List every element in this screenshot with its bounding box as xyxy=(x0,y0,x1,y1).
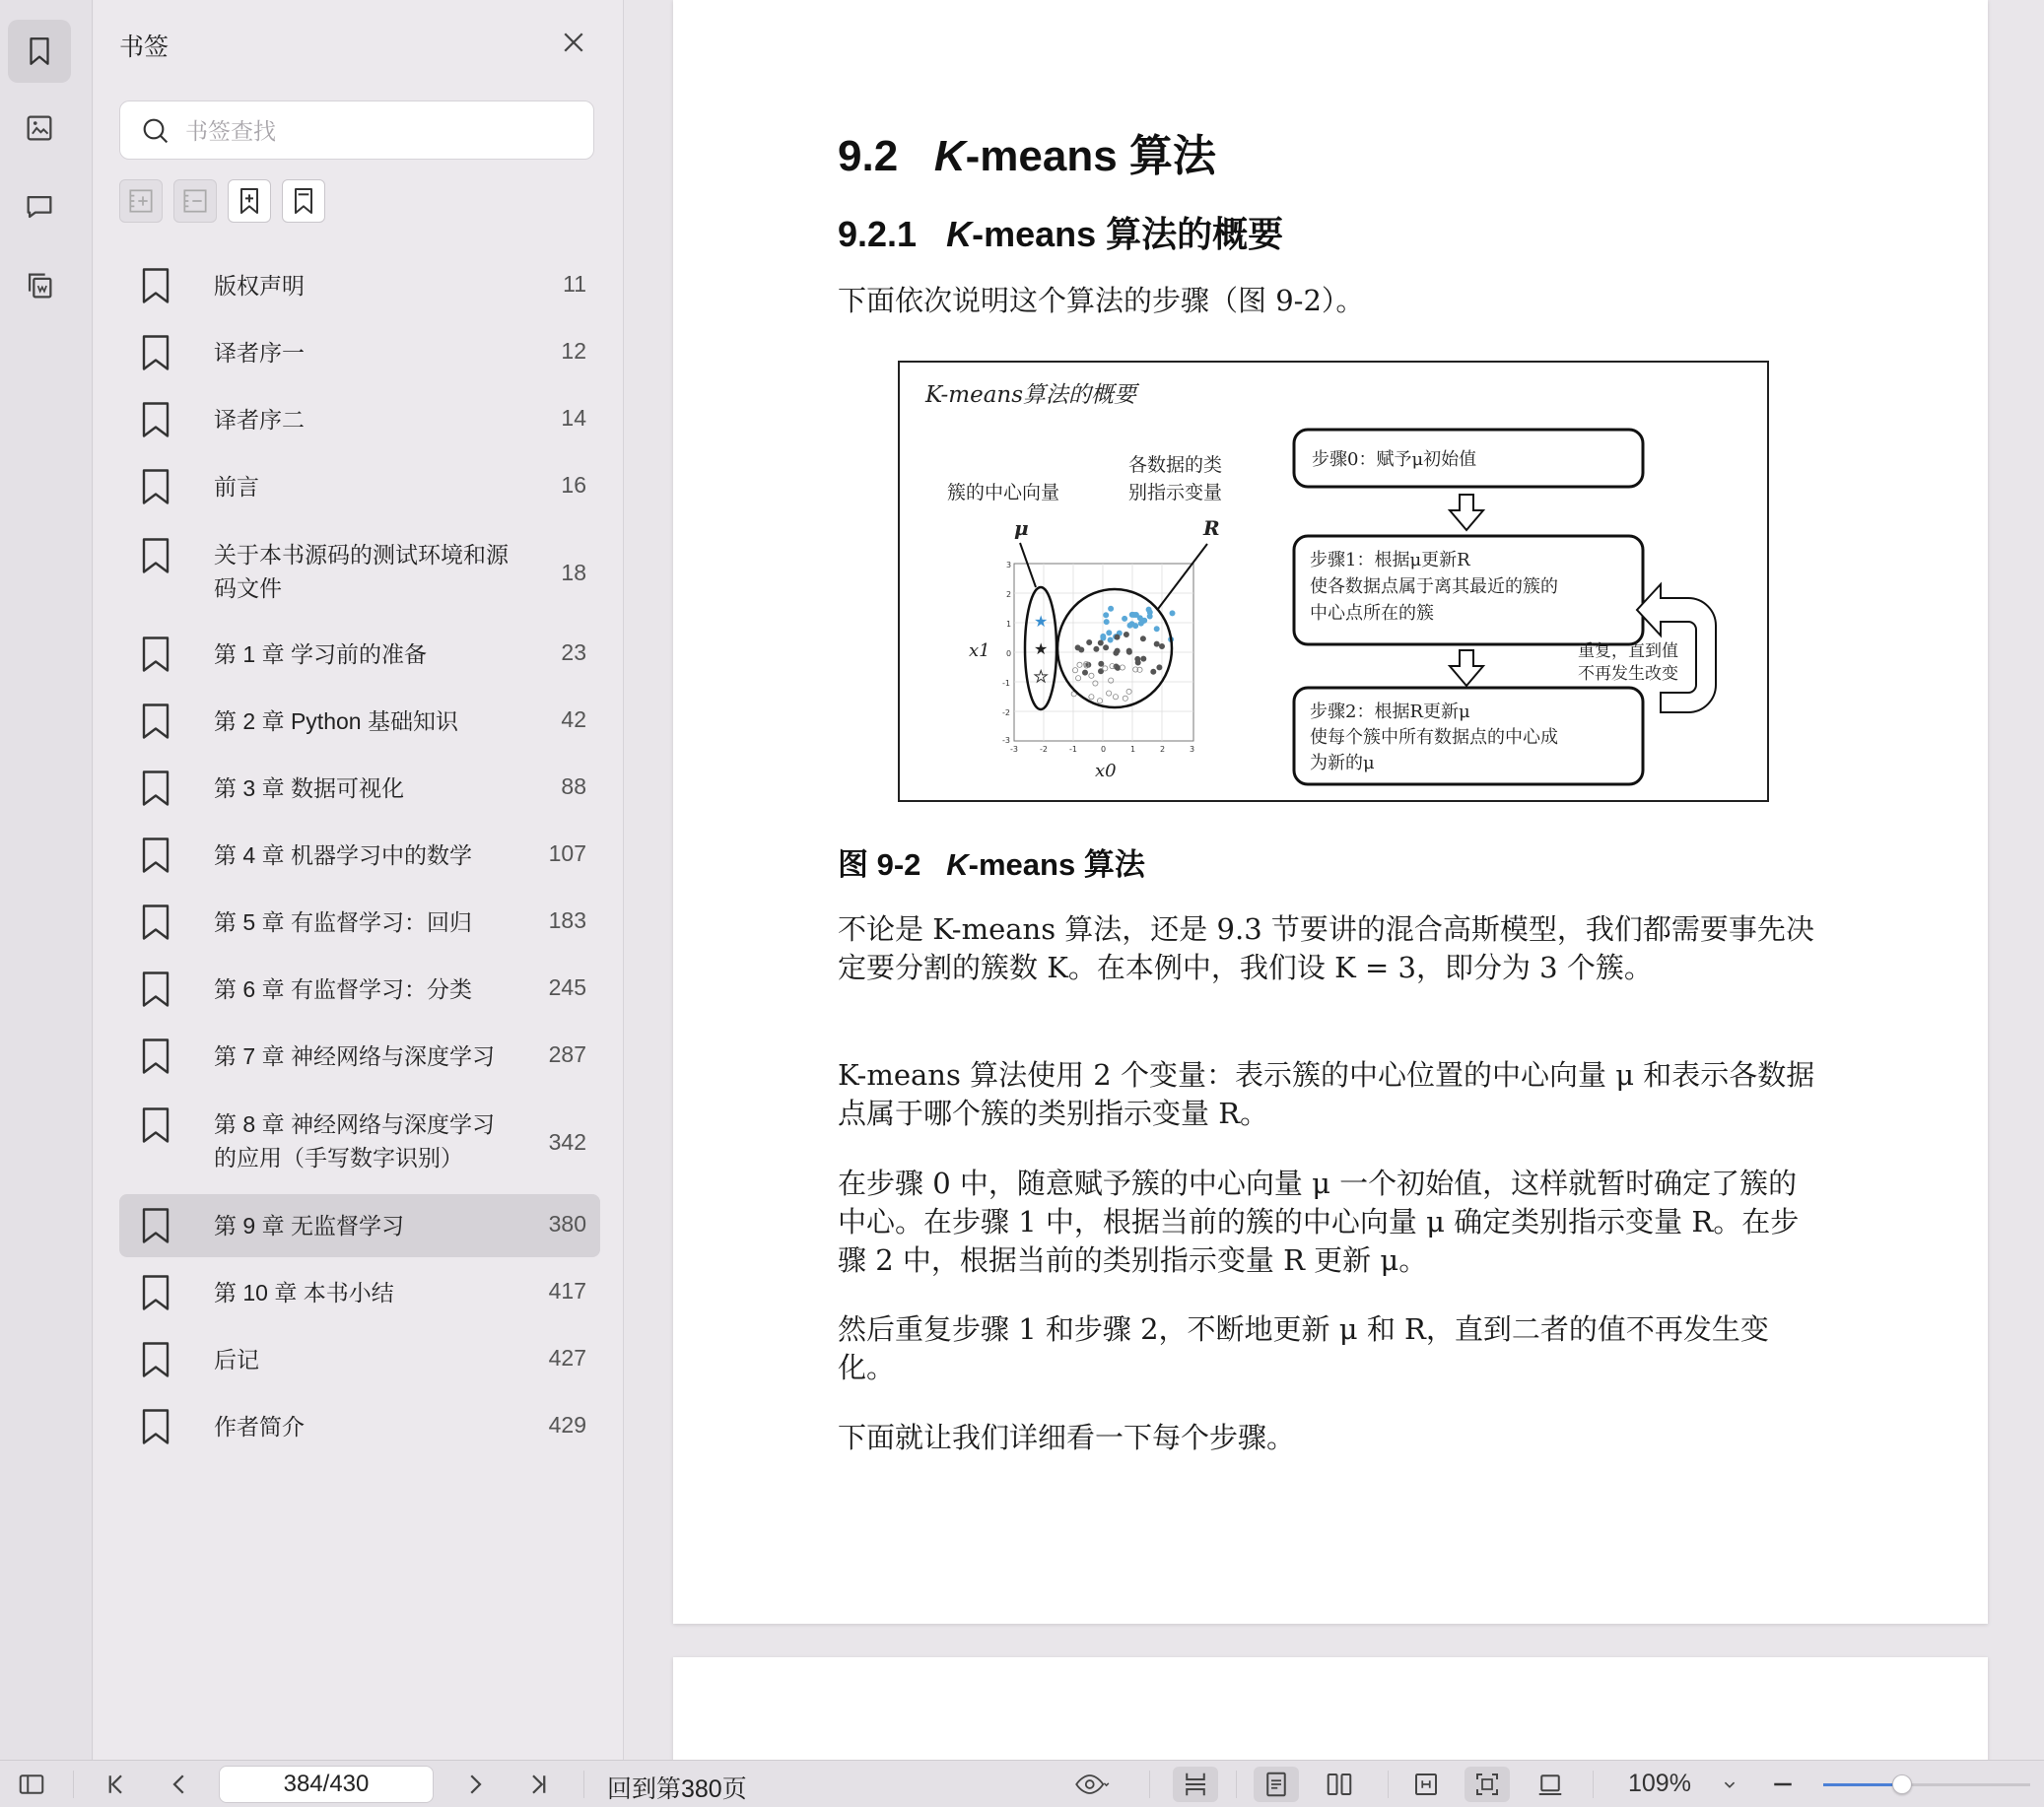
continuous-scroll-button[interactable] xyxy=(1173,1767,1218,1802)
bookmark-item[interactable] xyxy=(119,388,600,451)
scatter-point xyxy=(1103,666,1108,671)
bookmark-page: 342 xyxy=(548,1129,586,1155)
next-page xyxy=(673,1657,1988,1775)
bottom-toolbar xyxy=(0,1760,2044,1807)
page-number-input[interactable] xyxy=(219,1766,434,1803)
scatter-point xyxy=(1104,620,1109,625)
scatter-point xyxy=(1120,665,1124,670)
bookmark-label: 第 6 章 有监督学习：分类 xyxy=(214,976,472,1002)
figure-caption xyxy=(838,839,1145,884)
bookmark-icon xyxy=(141,837,170,873)
bookmark-label: 后记 xyxy=(214,1347,259,1372)
scatter-point xyxy=(1094,646,1099,651)
scatter-point xyxy=(1075,645,1080,650)
paragraph: 然后重复步骤 1 和步骤 2，不断地更新 μ 和 R，直到二者的值不再发生变化。 xyxy=(838,1312,1769,1384)
svg-text:-2: -2 xyxy=(1040,745,1048,754)
scatter-point xyxy=(1126,649,1131,654)
scatter-point xyxy=(1089,673,1094,678)
first-page-icon xyxy=(102,1770,131,1799)
scatter-point xyxy=(1154,641,1159,646)
scatter-point xyxy=(1109,678,1114,683)
scroll-mode-icon xyxy=(1181,1770,1210,1799)
scatter-point xyxy=(1076,676,1081,681)
bookmark-icon xyxy=(141,971,170,1007)
bookmark-item[interactable] xyxy=(119,690,600,753)
svg-text:★: ★ xyxy=(1034,669,1049,686)
scatter-point xyxy=(1123,696,1127,701)
subsection-heading xyxy=(838,207,1283,257)
bookmark-item[interactable] xyxy=(119,757,600,820)
scatter-point xyxy=(1108,637,1113,642)
figure-axis-x: x0 xyxy=(1095,761,1117,781)
figure-label-mu: μ xyxy=(1014,516,1029,540)
expand-icon xyxy=(125,185,157,217)
figure-step0: 步骤0：赋予μ初始值 xyxy=(1312,449,1477,470)
subsection-title-italic: K xyxy=(946,214,973,254)
svg-text:-3: -3 xyxy=(1010,745,1018,754)
bookmark-item[interactable] xyxy=(119,321,600,384)
zoom-slider[interactable] xyxy=(1823,1783,2030,1786)
document-view[interactable] xyxy=(626,0,2044,1760)
svg-text:0: 0 xyxy=(1006,649,1012,658)
zoom-out-button[interactable] xyxy=(1766,1767,1800,1802)
bookmark-search xyxy=(119,100,594,160)
scatter-point xyxy=(1123,616,1127,621)
bookmark-icon xyxy=(141,1208,170,1243)
scatter-point xyxy=(1107,691,1112,696)
bookmark-toggle-button[interactable] xyxy=(282,179,325,223)
bookmark-icon xyxy=(141,904,170,940)
bookmark-label: 第 2 章 Python 基础知识 xyxy=(214,708,458,734)
back-to-page-link[interactable]: 回到第380页 xyxy=(607,1775,747,1803)
scatter-point xyxy=(1140,636,1145,641)
toolbar-separator xyxy=(583,1771,584,1798)
bookmark-icon xyxy=(141,268,170,303)
subsection-number: 9.2.1 xyxy=(838,214,918,254)
bookmark-panel-button[interactable] xyxy=(8,20,71,83)
scatter-point xyxy=(1116,665,1121,670)
bookmark-item[interactable] xyxy=(119,1194,600,1257)
figure-label-r: R xyxy=(1203,516,1220,540)
bookmark-label: 前言 xyxy=(214,474,259,500)
svg-text:-1: -1 xyxy=(1069,745,1077,754)
toolbar-separator xyxy=(1149,1771,1150,1798)
eye-icon xyxy=(1074,1770,1110,1799)
bookmark-item[interactable] xyxy=(119,623,600,686)
bookmark-icon xyxy=(23,34,56,68)
bookmark-page: 42 xyxy=(561,706,586,732)
bookmark-label: 第 8 章 神经网络与深度学习的应用（手写数字识别） xyxy=(214,1111,495,1171)
scatter-point xyxy=(1154,627,1159,632)
svg-text:-2: -2 xyxy=(1002,708,1010,717)
bookmark-item[interactable] xyxy=(119,891,600,954)
last-page-button[interactable] xyxy=(518,1767,558,1802)
close-icon xyxy=(559,28,588,57)
caption-number: 图 9-2 xyxy=(838,847,921,882)
attachment-panel-button[interactable] xyxy=(8,254,71,317)
scatter-point xyxy=(1135,660,1140,665)
section-title: -means 算法 xyxy=(965,132,1216,180)
bookmark-icon xyxy=(141,402,170,437)
scatter-plot xyxy=(969,543,1207,781)
scatter-point xyxy=(1113,695,1118,700)
bookmark-label: 第 9 章 无监督学习 xyxy=(214,1213,404,1238)
bookmark-item[interactable] xyxy=(119,455,600,518)
rotate-button[interactable] xyxy=(1528,1767,1573,1802)
bookmark-page: 16 xyxy=(561,472,586,498)
svg-text:1: 1 xyxy=(1006,620,1012,629)
scatter-point xyxy=(1098,640,1103,645)
image-icon xyxy=(23,111,56,145)
toolbar-separator xyxy=(1388,1771,1389,1798)
bookmark-item[interactable] xyxy=(119,1395,600,1458)
bookmark-item[interactable] xyxy=(119,1094,600,1192)
single-page-icon xyxy=(1261,1770,1291,1799)
scatter-point xyxy=(1131,612,1136,617)
bookmark-label: 第 10 章 本书小结 xyxy=(214,1280,394,1305)
zoom-slider-thumb[interactable] xyxy=(1892,1774,1912,1794)
add-bookmark-icon xyxy=(234,185,265,217)
fit-page-button[interactable] xyxy=(1465,1767,1510,1802)
scatter-point xyxy=(1126,689,1131,694)
bookmark-panel xyxy=(94,0,624,1760)
bookmark-icon xyxy=(141,1409,170,1444)
scatter-point xyxy=(1170,611,1175,616)
figure-repeat-line1: 重复，直到值 xyxy=(1578,641,1678,661)
figure-step1-line1: 步骤1：根据μ更新R xyxy=(1310,550,1470,570)
panel-title: 书签 xyxy=(119,33,170,61)
bookmark-label: 第 5 章 有监督学习：回归 xyxy=(214,909,472,935)
scatter-point xyxy=(1159,643,1164,648)
thumbnail-panel-button[interactable] xyxy=(8,97,71,160)
document-page xyxy=(673,0,1988,1624)
comment-panel-button[interactable] xyxy=(8,175,71,238)
paragraph: 下面就让我们详细看一下每个步骤。 xyxy=(838,1421,1296,1454)
svg-text:-3: -3 xyxy=(1002,736,1010,745)
toolbar-separator xyxy=(1236,1771,1237,1798)
bookmark-label: 译者序一 xyxy=(214,340,305,366)
figure-repeat-line2: 不再发生改变 xyxy=(1578,664,1678,684)
scatter-point xyxy=(1099,661,1104,666)
bookmark-page: 88 xyxy=(561,773,586,799)
icon-rail xyxy=(0,0,93,1760)
double-page-icon xyxy=(1325,1770,1354,1799)
bookmark-item[interactable] xyxy=(119,254,600,317)
bookmark-page: 417 xyxy=(548,1278,586,1304)
bookmark-page: 107 xyxy=(548,840,586,866)
bookmark-item[interactable] xyxy=(119,1328,600,1391)
last-page-icon xyxy=(523,1770,553,1799)
expand-all-button[interactable] xyxy=(119,179,163,223)
fit-width-button[interactable] xyxy=(1403,1767,1449,1802)
minus-icon xyxy=(1768,1770,1798,1799)
first-page-button[interactable] xyxy=(97,1767,136,1802)
scatter-point xyxy=(1147,614,1152,619)
figure-step2-line3: 为新的μ xyxy=(1310,753,1375,773)
next-page-button[interactable] xyxy=(455,1767,495,1802)
svg-text:-1: -1 xyxy=(1002,679,1010,688)
bookmark-icon xyxy=(141,1038,170,1074)
bookmark-page: 12 xyxy=(561,338,586,364)
rotate-icon xyxy=(1535,1770,1565,1799)
bookmark-label: 作者简介 xyxy=(214,1414,305,1439)
intro-paragraph: 下面依次说明这个算法的步骤（图 9-2）。 xyxy=(838,284,1365,317)
bookmark-page: 429 xyxy=(548,1412,586,1438)
paragraph: 不论是 K-means 算法，还是 9.3 节要讲的混合高斯模型，我们都需要事先决定要分割的簇数 K。在本例中，我们设 K = 3，即分为 3 个簇。 xyxy=(838,912,1814,984)
svg-text:3: 3 xyxy=(1190,745,1195,754)
bookmark-label: 第 7 章 神经网络与深度学习 xyxy=(214,1043,495,1069)
figure-label-assign-1: 各数据的类 xyxy=(1128,454,1223,476)
paragraph: 在步骤 0 中，随意赋予簇的中心向量 μ 一个初始值，这样就暂时确定了簇的中心。在步骤 1 中，根据当前的簇的中心向量 μ 确定类别指示变量 R。在步骤 2 中，根据当前的类别指示变量 R 更新 μ。 xyxy=(838,1167,1800,1277)
scatter-point xyxy=(1097,699,1102,703)
bookmark-icon xyxy=(141,469,170,504)
bookmark-item[interactable] xyxy=(119,824,600,887)
bookmark-label: 关于本书源码的测试环境和源码文件 xyxy=(214,542,509,601)
scatter-point xyxy=(1104,613,1109,618)
scatter-point xyxy=(1115,648,1120,653)
bookmark-icon xyxy=(141,636,170,672)
bookmark-icon xyxy=(141,1275,170,1310)
figure-title: K-means算法的概要 xyxy=(925,382,1137,408)
bookmark-page: 11 xyxy=(563,271,586,297)
bookmark-label: 第 3 章 数据可视化 xyxy=(214,775,404,801)
subsection-title: -means 算法的概要 xyxy=(972,214,1284,254)
bookmark-icon xyxy=(141,1342,170,1377)
double-page-button[interactable] xyxy=(1317,1767,1362,1802)
svg-text:★: ★ xyxy=(1034,641,1049,658)
svg-text:2: 2 xyxy=(1006,590,1012,599)
paragraph: K-means 算法使用 2 个变量：表示簇的中心位置的中心向量 μ 和表示各数据点属于哪个簇的类别指示变量 R。 xyxy=(838,1058,1815,1130)
scatter-point xyxy=(1127,623,1132,628)
bookmark-page: 427 xyxy=(548,1345,586,1371)
figure-step1-line3: 中心点所在的簇 xyxy=(1310,603,1434,624)
figure-step2-line2: 使每个簇中所有数据点的中心成 xyxy=(1310,727,1558,748)
scatter-point xyxy=(1142,618,1147,623)
section-title-italic: K xyxy=(933,132,966,180)
figure-step1-line2: 使各数据点属于离其最近的簇的 xyxy=(1310,576,1558,597)
section-heading xyxy=(838,120,1216,183)
bookmark-item[interactable] xyxy=(119,958,600,1021)
scatter-point xyxy=(1115,635,1120,639)
svg-text:3: 3 xyxy=(1006,561,1012,569)
figure-label-assign-2: 别指示变量 xyxy=(1128,482,1223,503)
scatter-point xyxy=(1087,639,1092,644)
search-icon xyxy=(140,115,171,147)
figure-label-center: 簇的中心向量 xyxy=(947,482,1060,503)
bookmark-icon xyxy=(141,538,170,573)
svg-text:★: ★ xyxy=(1034,614,1049,631)
caption-italic: K xyxy=(946,847,969,882)
bookmark-label: 译者序二 xyxy=(214,407,305,433)
chevron-right-icon xyxy=(460,1770,490,1799)
svg-text:0: 0 xyxy=(1101,745,1107,754)
panel-close-button[interactable] xyxy=(557,26,590,59)
scatter-point xyxy=(1082,670,1087,675)
scatter-point xyxy=(1107,631,1112,636)
scatter-point xyxy=(1089,695,1094,700)
figure-step2-line1: 步骤2：根据R更新μ xyxy=(1310,702,1470,722)
collapse-icon xyxy=(179,185,211,217)
bookmark-icon xyxy=(141,770,170,806)
bookmark-page: 14 xyxy=(561,405,586,431)
kmeans-figure xyxy=(898,361,1769,802)
bookmark-label: 第 1 章 学习前的准备 xyxy=(214,641,427,667)
chevron-down-icon xyxy=(1719,1774,1740,1795)
bookmark-page: 245 xyxy=(548,974,586,1000)
fit-page-icon xyxy=(1472,1770,1502,1799)
section-number: 9.2 xyxy=(838,132,899,180)
svg-text:1: 1 xyxy=(1130,745,1136,754)
bookmark-page: 23 xyxy=(561,639,586,665)
scatter-point xyxy=(1101,636,1106,640)
bookmark-label: 第 4 章 机器学习中的数学 xyxy=(214,842,472,868)
file-copy-icon xyxy=(23,269,56,302)
scatter-point xyxy=(1151,669,1156,674)
sidebar-icon xyxy=(17,1770,46,1799)
reading-mode-button[interactable] xyxy=(1062,1767,1122,1802)
toolbar-separator xyxy=(1593,1771,1594,1798)
fit-width-icon xyxy=(1411,1770,1441,1799)
bookmark-icon xyxy=(141,703,170,739)
search-input[interactable] xyxy=(185,111,579,151)
bookmark-item[interactable] xyxy=(119,1025,600,1088)
bookmark-icon xyxy=(141,335,170,370)
figure-axis-y: x1 xyxy=(969,640,990,661)
bookmark-page: 18 xyxy=(561,560,586,585)
zoom-level[interactable]: 109% xyxy=(1628,1770,1691,1797)
bookmark-item[interactable] xyxy=(119,524,600,623)
chevron-left-icon xyxy=(165,1770,194,1799)
single-page-button[interactable] xyxy=(1254,1767,1299,1802)
bookmark-page: 380 xyxy=(548,1211,586,1237)
scatter-point xyxy=(1109,606,1114,611)
caption-title: -means 算法 xyxy=(968,847,1145,882)
zoom-slider-fill xyxy=(1823,1783,1902,1786)
toggle-sidebar-button[interactable] xyxy=(12,1767,51,1802)
collapse-all-button[interactable] xyxy=(173,179,217,223)
toolbar-separator xyxy=(73,1771,74,1798)
scatter-point xyxy=(1124,632,1128,636)
comment-icon xyxy=(23,190,56,224)
zoom-dropdown-button[interactable] xyxy=(1715,1767,1744,1802)
scatter-point xyxy=(1104,645,1109,650)
previous-page-button[interactable] xyxy=(160,1767,199,1802)
bookmark-outline-icon xyxy=(288,185,319,217)
scatter-point xyxy=(1141,656,1146,661)
bookmark-label: 版权声明 xyxy=(214,273,305,299)
scatter-point xyxy=(1157,665,1162,670)
bookmark-page: 287 xyxy=(548,1041,586,1067)
scatter-point xyxy=(1077,662,1082,667)
svg-text:2: 2 xyxy=(1160,745,1166,754)
bookmark-item[interactable] xyxy=(119,1261,600,1324)
bookmark-page: 183 xyxy=(548,907,586,933)
bookmark-icon xyxy=(141,1107,170,1143)
add-bookmark-button[interactable] xyxy=(228,179,271,223)
